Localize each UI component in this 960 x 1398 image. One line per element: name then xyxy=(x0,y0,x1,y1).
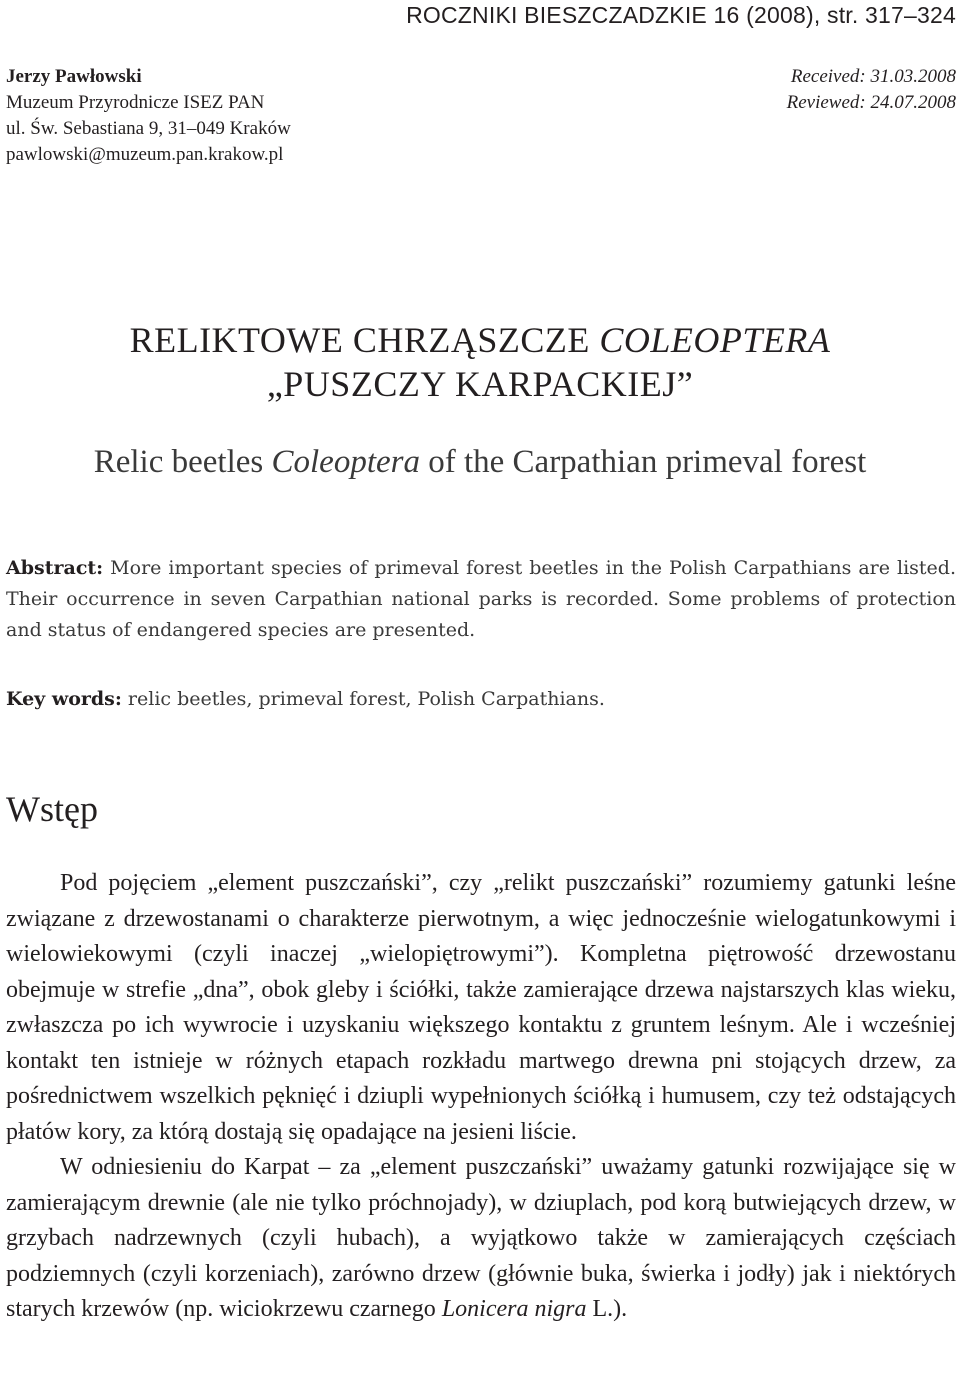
body-text xyxy=(6,866,956,1328)
paper-title xyxy=(0,318,960,406)
keywords xyxy=(6,684,956,715)
author-institution: Muzeum Przyrodnicze ISEZ PAN xyxy=(6,92,265,113)
title-line-2: „PUSZCZY KARPACKIEJ” xyxy=(266,364,694,404)
reviewed-date: Reviewed: 24.07.2008 xyxy=(786,92,956,113)
paragraph-1: Pod pojęciem „element puszczański”, czy „relikt puszczański” rozumiemy gatunki leśne związane z drzewostanami o charakterze pierwotnym, a więc jednocześnie wielogatunkowymi i wielowiekowymi (czyli inaczej „wielopiętrowymi”). Kompletna piętrowość drzewostanu obejmuje w strefie „dna”, obok gleby i ściółki, także zamierające drzewa najstarszych klas wieku, zwłaszcza po ich wywrocie i uzyskaniu większego kontaktu z gruntem leśnym. Ale i wcześniej kontakt ten istnieje w różnych etapach rozkładu martwego drewna pni stojących drzew, za pośrednictwem wszelkich pęknięć i dziupli wypełnionych ściółką i humusem, czy też odstających płatów kory, za którą dostają się opadające na jesieni liście. xyxy=(6,870,956,1145)
abstract xyxy=(6,553,956,646)
keywords-text: relic beetles, primeval forest, Polish Carpathians. xyxy=(121,688,605,710)
section-heading: Wstęp xyxy=(6,789,98,829)
title-plain: RELIKTOWE CHRZĄSZCZE xyxy=(129,320,600,360)
keywords-label: Key words: xyxy=(6,688,122,710)
author-name: Jerzy Pawłowski xyxy=(6,66,142,87)
subtitle-before: Relic beetles xyxy=(93,444,272,480)
dates-block xyxy=(787,64,956,116)
title-line-1 xyxy=(0,318,960,362)
paper-subtitle xyxy=(0,444,960,481)
paragraph-2-italic: Lonicera nigra xyxy=(441,1296,587,1322)
title-italic: COLEOPTERA xyxy=(599,320,831,360)
received-date: Received: 31.03.2008 xyxy=(790,66,956,87)
running-head: ROCZNIKI BIESZCZADZKIE 16 (2008), str. 317–324 xyxy=(406,2,956,28)
author-email[interactable]: pawlowski@muzeum.pan.krakow.pl xyxy=(6,144,284,165)
paragraph-2-after: L.). xyxy=(586,1296,628,1322)
abstract-text: More important species of primeval forest beetles in the Polish Carpathians are listed. Their occurrence in seven Carpathian national parks is recorded. Some problems of protection and status of endangered species are presented. xyxy=(6,557,956,641)
author-block xyxy=(6,64,291,168)
paragraph-2-before: W odniesieniu do Karpat – za „element puszczański” uważamy gatunki rozwijające się w zamierającym drewnie (ale nie tylko próchnojady), w dziuplach, pod korą butwiejących drzew, w grzybach nadrzewnych (czyli hubach), a wyjątkowo także w zamierających częściach podziemnych (czyli korzeniach), zarówno drzew (głównie buka, świerka i jodły) jak i niektórych starych krzewów (np. wiciokrzewu czarnego xyxy=(6,1154,956,1322)
subtitle-italic: Coleoptera xyxy=(271,444,420,480)
paragraph-2 xyxy=(6,1150,956,1328)
author-address: ul. Św. Sebastiana 9, 31–049 Kraków xyxy=(6,118,291,139)
abstract-label: Abstract: xyxy=(6,557,104,579)
subtitle-after: of the Carpathian primeval forest xyxy=(419,444,867,480)
